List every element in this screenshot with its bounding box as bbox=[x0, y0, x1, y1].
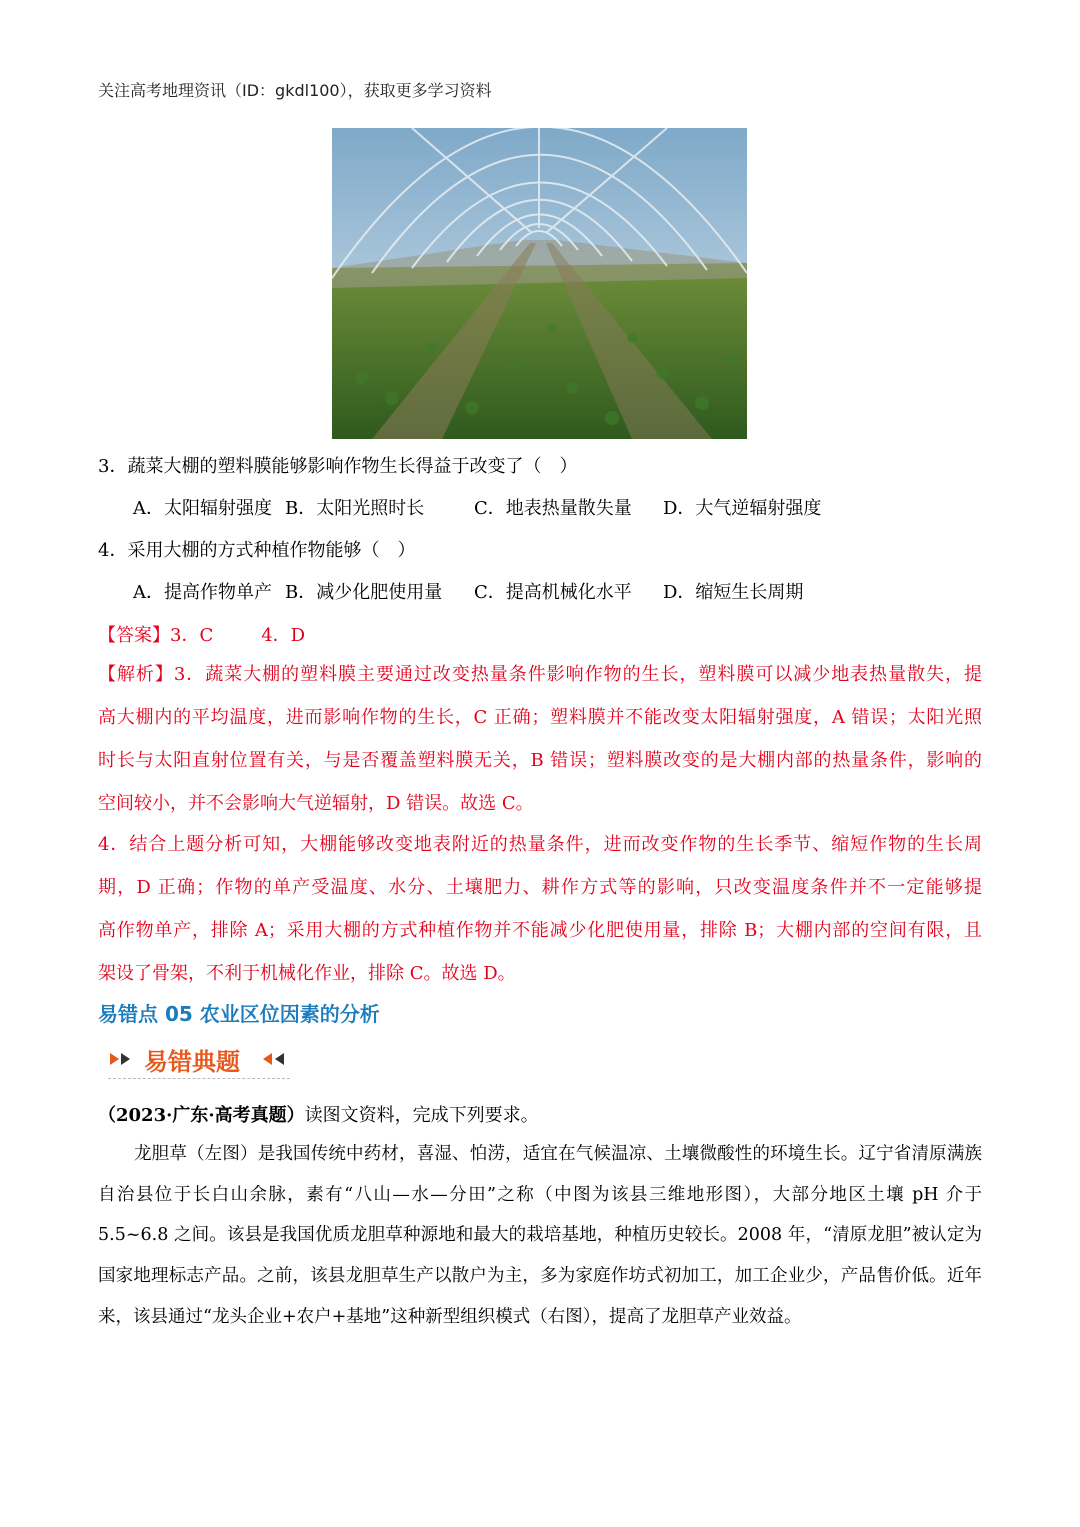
answer-3: 3．C bbox=[170, 625, 214, 646]
answer-label: 【答案】 bbox=[98, 625, 170, 646]
question-4-stem: 4．采用大棚的方式种植作物能够（ ） bbox=[98, 540, 416, 561]
question-3-stem: 3．蔬菜大棚的塑料膜能够影响作物生长得益于改变了（ ） bbox=[98, 456, 578, 477]
question-4-option-b: B．减少化肥使用量 bbox=[285, 582, 443, 603]
section-title: 易错点 05 农业区位因素的分析 bbox=[98, 1002, 380, 1026]
arrow-right-icon bbox=[110, 1053, 119, 1065]
greenhouse-photo bbox=[332, 128, 747, 439]
analysis-3 bbox=[98, 653, 982, 825]
arrow-right-icon bbox=[121, 1053, 130, 1065]
error-prone-badge bbox=[108, 1040, 290, 1079]
arrow-left-icon bbox=[275, 1053, 284, 1065]
question-4-option-a: A．提高作物单产 bbox=[133, 582, 272, 603]
question-instruction: 读图文资料，完成下列要求。 bbox=[304, 1105, 539, 1126]
answer-4: 4．D bbox=[261, 625, 306, 646]
question-4-option-d: D．缩短生长周期 bbox=[663, 582, 804, 603]
arrow-left-icon bbox=[263, 1053, 272, 1065]
analysis-3-line-1: 【解析】3．蔬菜大棚的塑料膜主要通过改变热量条件影响作物的生长，塑料膜可以减少地表热量散失，提 bbox=[98, 664, 982, 685]
analysis-3-line-3: 时长与太阳直射位置有关，与是否覆盖塑料膜无关，B 错误；塑料膜改变的是大棚内部的热量条件，影响的 bbox=[98, 750, 982, 771]
analysis-4-line-4: 架设了骨架，不利于机械化作业，排除 C。故选 D。 bbox=[98, 963, 516, 984]
analysis-4 bbox=[98, 823, 982, 995]
analysis-4-line-1: 4．结合上题分析可知，大棚能够改变地表附近的热量条件，进而改变作物的生长季节、缩短作物的生长周 bbox=[98, 834, 982, 855]
analysis-4-line-3: 高作物单产，排除 A；采用大棚的方式种植作物并不能减少化肥使用量，排除 B；大棚内部的空间有限，且 bbox=[98, 920, 982, 941]
story-paragraph: 龙胆草（左图）是我国传统中药材，喜湿、怕涝，适宜在气候温凉、土壤微酸性的环境生长。辽宁省清原满族自治县位于长白山余脉，素有“八山—水—分田”之称（中图为该县三维地形图），大部分地区土壤 pH 介于 5.5~6.8 之间。该县是我国优质龙胆草种源地和最大的栽培基地，种植历史较长。2008 年，“清原龙胆”被认定为国家地理标志产品。之前，该县龙胆草生产以散户为主，多为家庭作坊式初加工，加工企业少，产品售价低。近年来，该县通过“龙头企业+农户+基地”这种新型组织模式（右图），提高了龙胆草产业效益。 bbox=[98, 1144, 982, 1327]
question-3-option-d: D．大气逆辐射强度 bbox=[663, 498, 822, 519]
analysis-3-line-4: 空间较小，并不会影响大气逆辐射，D 错误。故选 C。 bbox=[98, 793, 534, 814]
badge-label: 易错典题 bbox=[144, 1048, 240, 1076]
question-intro bbox=[98, 1101, 539, 1127]
header-note: 关注高考地理资讯（ID：gkdl100），获取更多学习资料 bbox=[98, 81, 492, 100]
question-4-option-c: C．提高机械化水平 bbox=[474, 582, 632, 603]
question-3-option-c: C．地表热量散失量 bbox=[474, 498, 632, 519]
question-3-option-b: B．太阳光照时长 bbox=[285, 498, 425, 519]
analysis-label: 【解析】 bbox=[98, 664, 174, 685]
analysis-4-line-2: 期，D 正确；作物的单产受温度、水分、土壤肥力、耕作方式等的影响，只改变温度条件并不一定能够提 bbox=[98, 877, 982, 898]
question-3-option-a: A．太阳辐射强度 bbox=[133, 498, 272, 519]
answer-line bbox=[98, 621, 305, 647]
analysis-3-line-2: 高大棚内的平均温度，进而影响作物的生长，C 正确；塑料膜并不能改变太阳辐射强度，A 错误；太阳光照 bbox=[98, 707, 982, 728]
question-source: （2023·广东·高考真题） bbox=[98, 1105, 305, 1126]
